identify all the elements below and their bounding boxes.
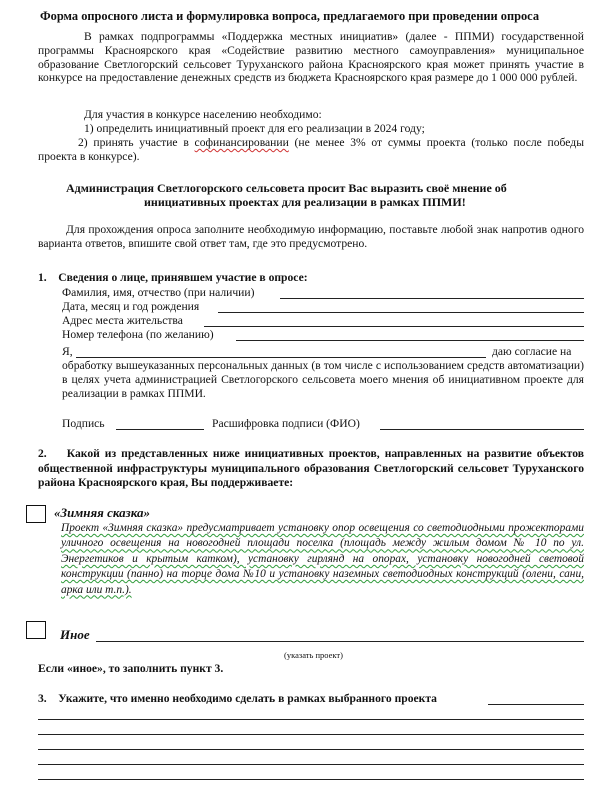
field-fio-line[interactable]	[280, 298, 584, 299]
signature-decode-label: Расшифровка подписи (ФИО)	[212, 417, 360, 430]
intro-item-2-pre: 2) принять участие в	[78, 136, 195, 149]
section-1-heading: 1. Сведения о лице, принявшем участие в опросе:	[38, 271, 308, 284]
field-phone-line[interactable]	[236, 340, 584, 341]
field-label-birthdate: Дата, месяц и год рождения	[62, 300, 200, 313]
section-2-heading: 2. Какой из представленных ниже инициативных проектов, направленных на развитие объектов общественной инфраструктуры муниципального образования Светлогорский сельсовет Туруханского района Красноярского края, Вы поддерживаете:	[38, 447, 584, 489]
intro-paragraph: В рамках подпрограммы «Поддержка местных инициатив» (далее - ППМИ) государственной программы Красноярского края «Содействие развитию местного самоуправления» муниципальное образование Светлогорский сельсовет Туруханского района Красноярского края может принять участие в конкурсе на предоставление денежных средств из бюджета Красноярского края размере до 1 000 000 рублей.	[38, 30, 584, 85]
consent-name-line[interactable]	[76, 357, 486, 358]
intro-requirement: Для участия в конкурсе населению необходимо:	[84, 108, 322, 121]
section-3-line-5[interactable]	[38, 779, 584, 780]
appeal-line-1: Администрация Светлогорского сельсовета просит Вас выразить своё мнение об	[66, 181, 507, 195]
section-3-line-inline[interactable]	[488, 704, 584, 705]
field-label-phone: Номер телефона (по желанию)	[62, 328, 214, 341]
signature-label: Подпись	[62, 417, 105, 430]
option-2-title: Иное	[60, 627, 90, 642]
field-address-line[interactable]	[204, 326, 584, 327]
intro-item-2	[38, 136, 584, 164]
option-1-description	[61, 521, 584, 598]
appeal-line-2: инициативных проектах для реализации в рамках ППМИ!	[144, 195, 466, 209]
spellcheck-word: софинансировании	[194, 136, 289, 149]
consent-start: Я,	[62, 345, 73, 358]
option-1-checkbox[interactable]	[26, 505, 46, 523]
other-note: Если «иное», то заполнить пункт 3.	[38, 662, 224, 675]
option-1-description-text: Проект «Зимняя сказка» предусматривает установку опор освещения со светодиодными прожекторами уличного освещения на новогодней площади поселка (площадь между жилым домом № 10 по ул. Энергетиков и крытым катком), установку гирлянд на опорах, установку новогодней световой конструкции (панно) на торце дома №10 и установку наземных светодиодных конструкций (олени, сани, арка или т.п.).	[61, 522, 584, 596]
option-2-hint: (указать проект)	[284, 650, 343, 660]
signature-line[interactable]	[116, 429, 204, 430]
section-3-line-2[interactable]	[38, 734, 584, 735]
intro-item-2-post: (не менее 3% от суммы проекта (только после победы проекта в конкурсе).	[38, 136, 584, 163]
field-label-fio: Фамилия, имя, отчество (при наличии)	[62, 286, 255, 299]
consent-text: обработку вышеуказанных персональных данных (в том числе с использованием средств автоматизации) в целях учета администрацией Светлогорского сельсовета моего мнения об инициативном проекте для реализации в рамках ППМИ.	[62, 359, 584, 400]
field-birthdate-line[interactable]	[218, 312, 584, 313]
section-3-line-3[interactable]	[38, 749, 584, 750]
option-2-line[interactable]	[96, 641, 584, 642]
instructions: Для прохождения опроса заполните необходимую информацию, поставьте любой знак напротив одного варианта ответов, впишите свой ответ там, где это предусмотрено.	[38, 223, 584, 250]
section-3-line-1[interactable]	[38, 719, 584, 720]
consent-end: даю согласие на	[492, 345, 572, 358]
option-2-checkbox[interactable]	[26, 621, 46, 639]
page-title: Форма опросного листа и формулировка вопроса, предлагаемого при проведении опроса	[40, 9, 540, 23]
signature-decode-line[interactable]	[380, 429, 584, 430]
intro-item-1: 1) определить инициативный проект для его реализации в 2024 году;	[84, 122, 425, 135]
section-3-line-4[interactable]	[38, 764, 584, 765]
option-1-title: «Зимняя сказка»	[54, 505, 150, 520]
field-label-address: Адрес места жительства	[62, 314, 183, 327]
section-3-heading: 3. Укажите, что именно необходимо сделать в рамках выбранного проекта	[38, 692, 437, 705]
